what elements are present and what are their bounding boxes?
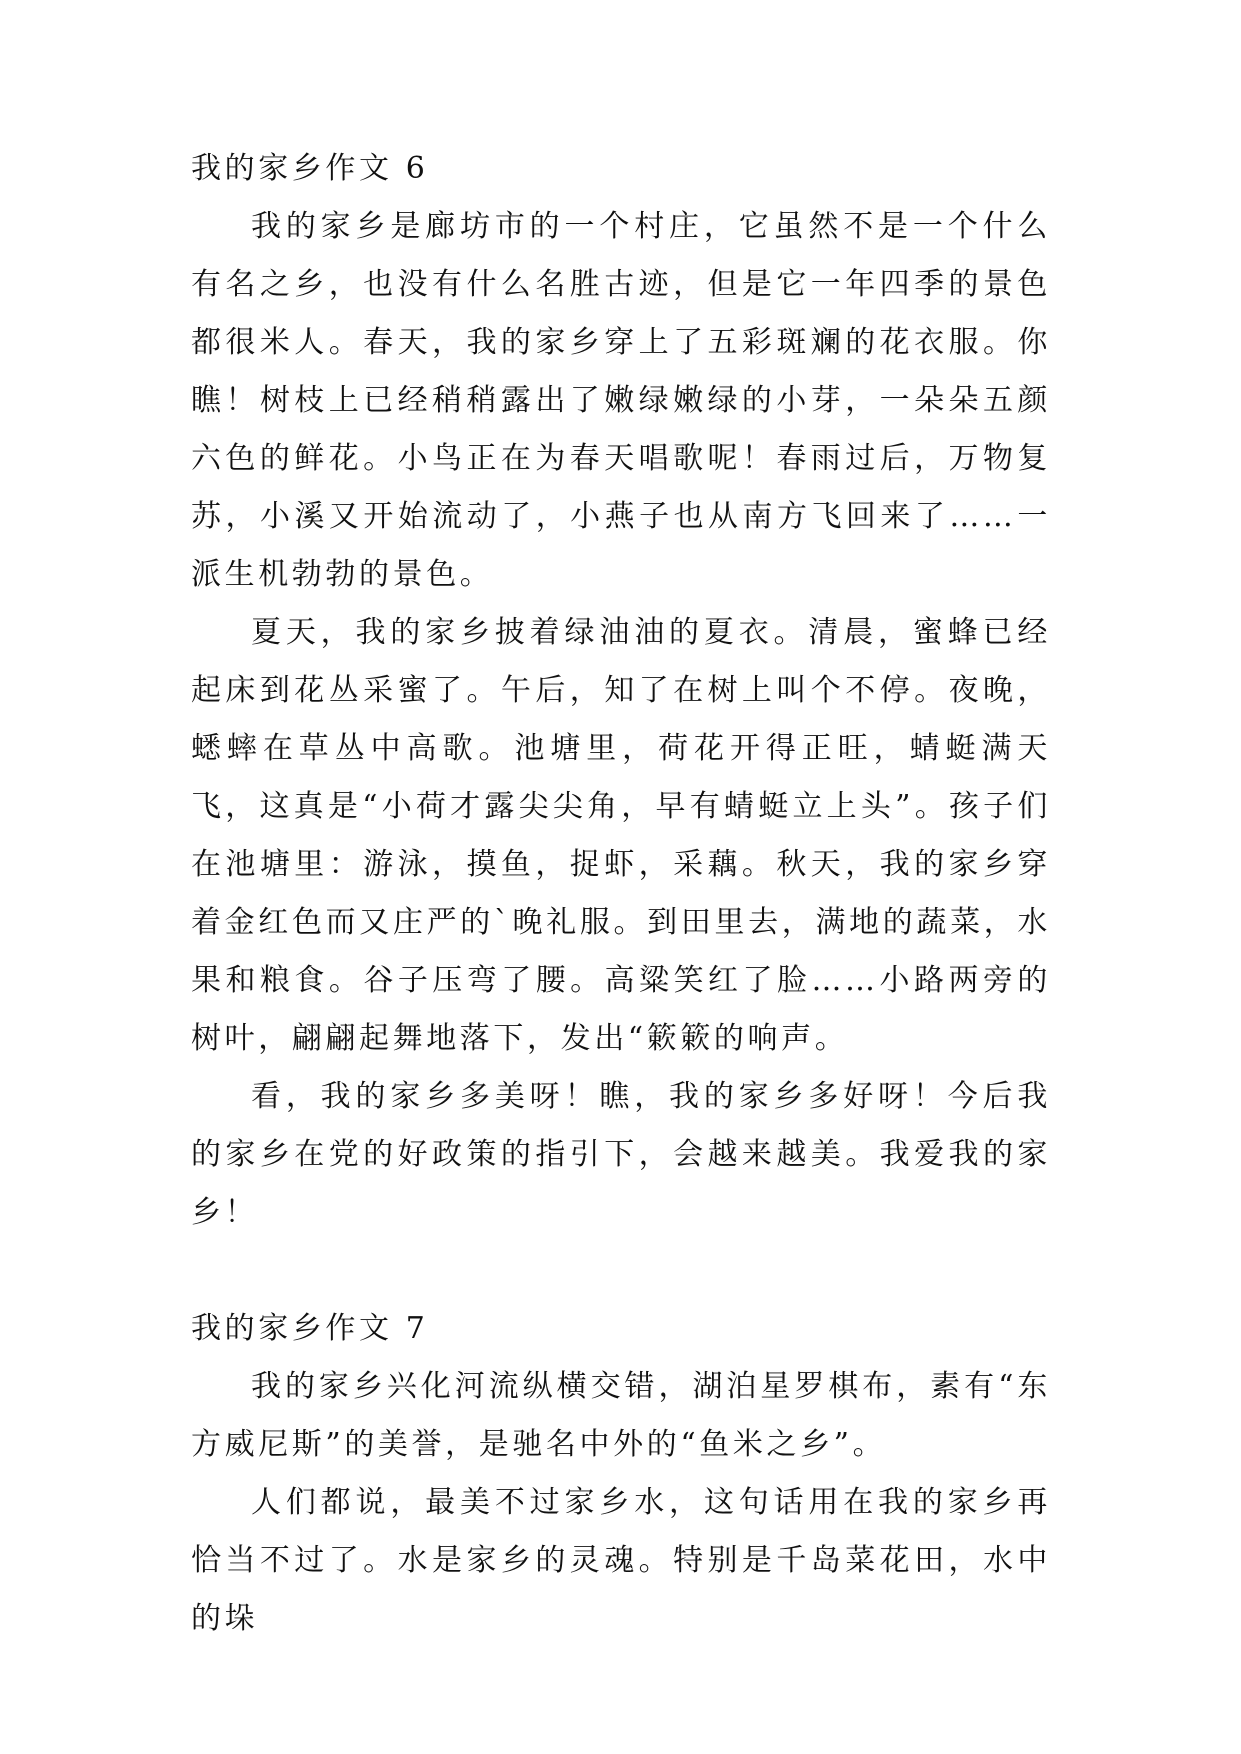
document-page bbox=[191, 140, 1051, 1648]
paragraph: 我的家乡是廊坊市的一个村庄，它虽然不是一个什么有名之乡，也没有什么名胜古迹，但是它一年四季的景色都很米人。春天，我的家乡穿上了五彩斑斓的花衣服。你瞧！树枝上已经稍稍露出了嫩绿嫩绿的小芽，一朵朵五颜六色的鲜花。小鸟正在为春天唱歌呢！春雨过后，万物复苏，小溪又开始流动了，小燕子也从南方飞回来了……一派生机勃勃的景色。 bbox=[191, 209, 1051, 592]
section-title: 我的家乡作文 7 bbox=[191, 1311, 429, 1346]
essay-section bbox=[191, 140, 1051, 1242]
paragraph: 夏天，我的家乡披着绿油油的夏衣。清晨，蜜蜂已经起床到花丛采蜜了。午后，知了在树上叫个不停。夜晚，蟋蟀在草丛中高歌。池塘里，荷花开得正旺，蜻蜓满天飞，这真是“小荷才露尖尖角，早有蜻蜓立上头”。孩子们在池塘里：游泳，摸鱼，捉虾，采藕。秋天，我的家乡穿着金红色而又庄严的`晚礼服。到田里去，满地的蔬菜，水果和粮食。谷子压弯了腰。高粱笑红了脸……小路两旁的树叶，翩翩起舞地落下，发出“簌簌的响声。 bbox=[191, 615, 1051, 1056]
essay-section bbox=[191, 1300, 1051, 1648]
paragraph: 人们都说，最美不过家乡水，这句话用在我的家乡再恰当不过了。水是家乡的灵魂。特别是千岛菜花田，水中的垛 bbox=[191, 1485, 1051, 1636]
section-title: 我的家乡作文 6 bbox=[191, 151, 429, 186]
paragraph: 我的家乡兴化河流纵横交错，湖泊星罗棋布，素有“东方威尼斯”的美誉，是驰名中外的“鱼米之乡”。 bbox=[191, 1369, 1051, 1462]
paragraph: 看，我的家乡多美呀！瞧，我的家乡多好呀！今后我的家乡在党的好政策的指引下，会越来越美。我爱我的家乡！ bbox=[191, 1079, 1051, 1230]
section-spacer bbox=[191, 1242, 1051, 1300]
